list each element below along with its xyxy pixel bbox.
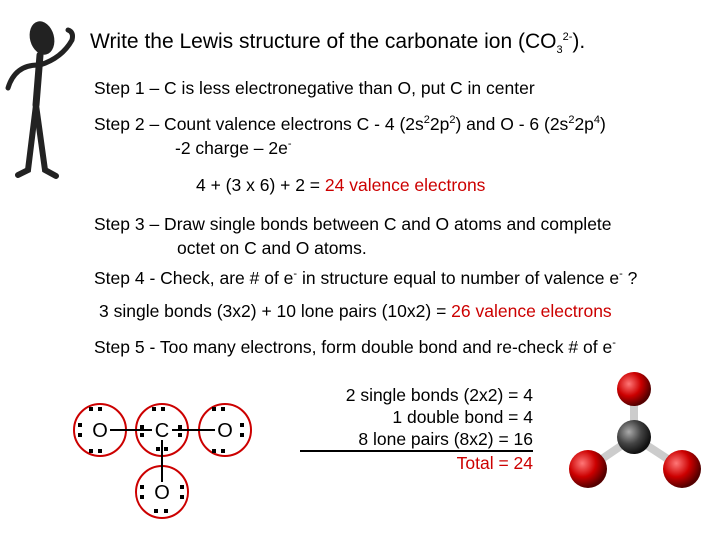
valence-calc-2: 3 single bonds (3x2) + 10 lone pairs (10x2) = 26 valence electrons [99,301,612,321]
tally-row: 8 lone pairs (8x2) = 16 [358,429,533,449]
step-3-line-1: Step 3 – Draw single bonds between C and O atoms and complete [94,214,612,234]
atom-o-right: O [217,420,233,442]
tally-row: 1 double bond = 4 [392,407,533,427]
atom-o-left: O [92,420,108,442]
valence-result-2: 26 valence electrons [451,301,612,321]
stick-figure-thinking-icon [0,10,90,190]
tally-row: 2 single bonds (2x2) = 4 [345,385,533,405]
step-1: Step 1 – C is less electronegative than O, put C in center [94,78,535,98]
step-3-line-2: octet on C and O atoms. [177,238,367,258]
atom-o-bottom: O [154,482,170,504]
ball-and-stick-molecule-icon [560,365,710,505]
electron-tally [300,384,533,474]
tally-total: Total = 24 [300,450,533,474]
valence-result-1: 24 valence electrons [324,175,486,195]
lewis-structure-diagram [60,385,280,525]
step-2-line-2: -2 charge – 2e- [175,138,292,158]
step-2-line-1: Step 2 – Count valence electrons C - 4 $(2s^22p^2)$ and O - 6 $(2s^22p^4)$ [94,114,606,134]
step-4: Step 4 - Check, are # of e- in structure equal to number of valence e- ? [94,268,638,288]
page-title: Write the Lewis structure of the carbonate ion $(CO_3^{2-})$. [90,30,586,57]
valence-calc-1: 4 + (3 x 6) + 2 = 24 valence electrons [196,175,486,195]
step-5: Step 5 - Too many electrons, form double bond and re-check # of e- [94,337,616,357]
atom-c-center: C [154,420,170,442]
